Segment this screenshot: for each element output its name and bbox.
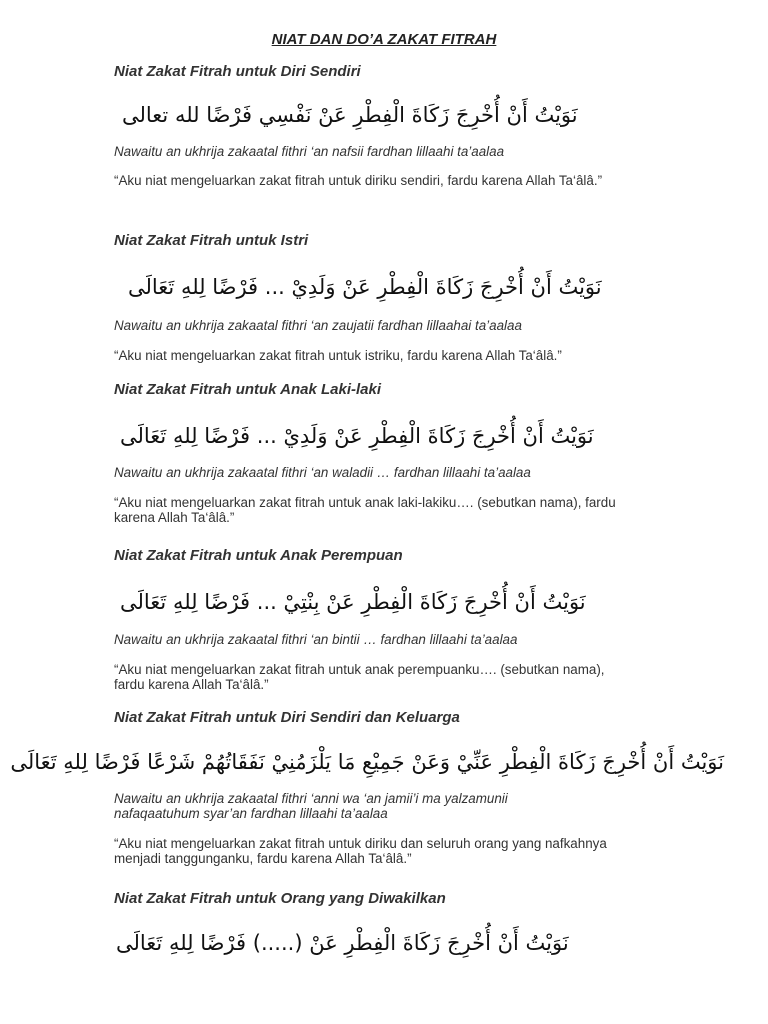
document-title: NIAT DAN DO’A ZAKAT FITRAH (271, 31, 497, 48)
section-heading: Niat Zakat Fitrah untuk Anak Laki-laki (114, 381, 382, 398)
section-istri (114, 232, 724, 363)
latin-transliteration: Nawaitu an ukhrija zakaatal fithri ‘an waladii … fardhan lillaahi ta’aalaa (114, 465, 531, 480)
arabic-niat: نَوَيْتُ أَنْ أُخْرِجَ زَكَاةَ الْفِطْرِ عَنْ بِنْتِيْ ... فَرْضًا لِلهِ تَعَالَى (120, 590, 586, 614)
latin-transliteration: Nawaitu an ukhrija zakaatal fithri ‘an zaujatii fardhan lillaahai ta’aalaa (114, 318, 522, 333)
meaning-translation: “Aku niat mengeluarkan zakat fitrah untuk anak laki-lakiku…. (sebutkan nama), fardu karena Allah Ta‘âlâ.” (114, 495, 616, 525)
arabic-niat: نَوَيْتُ أَنْ أُخْرِجَ زَكَاةَ الْفِطْرِ عَنْ وَلَدِيْ ... فَرْضًا لِلهِ تَعَالَى (128, 275, 602, 299)
section-heading: Niat Zakat Fitrah untuk Diri Sendiri dan Keluarga (114, 709, 460, 726)
arabic-niat: نَوَيْتُ أَنْ أُخْرِجَ زَكَاةَ الْفِطْرِ عَنْ نَفْسِي فَرْضًا لله تعالى (122, 103, 578, 127)
section-anak-perempuan (114, 547, 724, 692)
meaning-translation: “Aku niat mengeluarkan zakat fitrah untuk diriku sendiri, fardu karena Allah Ta‘âlâ.” (114, 173, 603, 188)
arabic-niat: نَوَيْتُ أَنْ أُخْرِجَ زَكَاةَ الْفِطْرِ عَنْ (.....) فَرْضًا لِلهِ تَعَالَى (116, 931, 569, 955)
latin-transliteration: Nawaitu an ukhrija zakaatal fithri ‘anni wa ‘an jamii’i ma yalzamunii nafaqaatuhum syar’an fardhan lillaahi ta’aalaa (114, 791, 508, 821)
meaning-translation: “Aku niat mengeluarkan zakat fitrah untuk diriku dan seluruh orang yang nafkahnya menjadi tanggunganku, fardu karena Allah Ta‘âlâ.” (114, 836, 607, 866)
latin-transliteration: Nawaitu an ukhrija zakaatal fithri ‘an nafsii fardhan lillaahi ta’aalaa (114, 144, 505, 159)
section-diri-sendiri-dan-keluarga (10, 709, 724, 866)
latin-transliteration: Nawaitu an ukhrija zakaatal fithri ‘an bintii … fardhan lillaahi ta’aalaa (114, 632, 518, 647)
section-anak-laki-laki (114, 381, 724, 525)
section-diri-sendiri (114, 63, 724, 188)
meaning-translation: “Aku niat mengeluarkan zakat fitrah untuk anak perempuanku…. (sebutkan nama), fardu karena Allah Ta‘âlâ.” (114, 662, 605, 692)
section-heading: Niat Zakat Fitrah untuk Istri (114, 232, 309, 249)
meaning-translation: “Aku niat mengeluarkan zakat fitrah untuk istriku, fardu karena Allah Ta‘âlâ.” (114, 348, 562, 363)
section-orang-yang-diwakilkan (114, 890, 724, 958)
section-heading: Niat Zakat Fitrah untuk Anak Perempuan (114, 547, 403, 564)
arabic-niat: نَوَيْتُ أَنْ أُخْرِجَ زَكَاةَ الْفِطْرِ عَنْ وَلَدِيْ ... فَرْضًا لِلهِ تَعَالَى (120, 424, 594, 448)
section-heading: Niat Zakat Fitrah untuk Diri Sendiri (114, 63, 361, 80)
section-heading: Niat Zakat Fitrah untuk Orang yang Diwakilkan (114, 890, 446, 907)
arabic-niat: نَوَيْتُ أَنْ أُخْرِجَ زَكَاةَ الْفِطْرِ عَنِّيْ وَعَنْ جَمِيْعِ مَا يَلْزَمُنِيْ نَفَقَاتُهُمْ شَرْعًا فَرْضًا لِلهِ تَعَالَى (10, 750, 724, 774)
